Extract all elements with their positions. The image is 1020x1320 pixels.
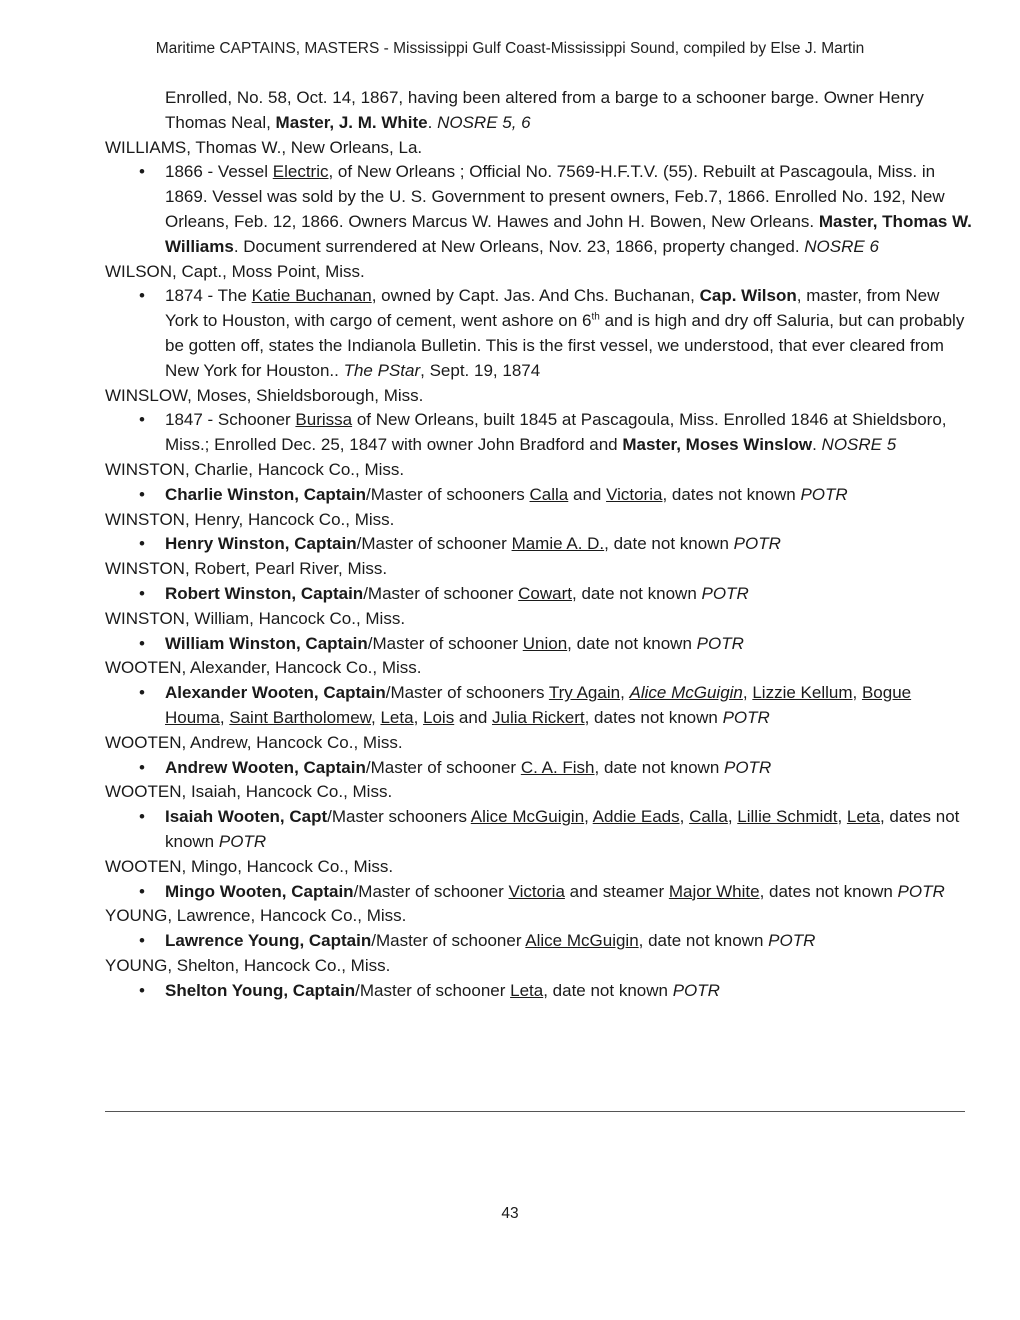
text-run: , [219, 707, 230, 727]
text-run: /Master of schooner [371, 931, 526, 951]
entry-name: WOOTEN, Mingo, Hancock Co., Miss. [105, 856, 394, 876]
page-number: 43 [501, 1205, 519, 1222]
vessel-name: Addie Eads [592, 807, 680, 827]
text-run: and [568, 484, 607, 504]
entry-items [105, 532, 975, 557]
entry-name: WINSTON, William, Hancock Co., Miss. [105, 608, 406, 628]
list-item [105, 483, 975, 508]
vessel-name: C. A. Fish [520, 757, 595, 777]
vessel-name: Major White [668, 881, 760, 901]
master-name: Charlie Winston, Captain [165, 484, 367, 504]
entry-items [105, 681, 975, 731]
text-run: , [742, 683, 753, 703]
text-run: , [727, 807, 738, 827]
master-name: Mingo Wooten, Captain [165, 881, 354, 901]
entry-name: WINSTON, Charlie, Hancock Co., Miss. [105, 459, 405, 479]
entry-items [105, 632, 975, 657]
continuation-paragraph [165, 86, 975, 136]
vessel-name: Mamie A. D. [511, 534, 605, 554]
list-item [105, 632, 975, 657]
vessel-name: Calla [689, 807, 728, 827]
text-run: , [620, 683, 630, 703]
entry-items [105, 756, 975, 781]
list-item [105, 880, 975, 905]
source-citation: The PStar [343, 360, 421, 380]
vessel-name: Leta [380, 707, 414, 727]
vessel-name: Katie Buchanan [251, 286, 372, 306]
vessel-name: Cowart [518, 583, 573, 603]
master-name: Lawrence Young, Captain [165, 931, 372, 951]
footer-rule [105, 1111, 965, 1112]
entry-name: WOOTEN, Isaiah, Hancock Co., Miss. [105, 782, 393, 802]
vessel-name: Union [522, 633, 568, 653]
source-citation: NOSRE 6 [804, 236, 879, 256]
text-run: /Master of schooners [366, 484, 530, 504]
text-run: th [591, 311, 600, 323]
entry-items [105, 880, 975, 905]
text-run: . [812, 435, 822, 455]
master-name: Henry Winston, Captain [165, 534, 357, 554]
text-run: , [413, 707, 424, 727]
text-run: , date not known [543, 980, 673, 1000]
master-name: Master, J. M. White [275, 112, 428, 132]
source-citation: NOSRE 5 [821, 435, 897, 455]
entry-items [105, 979, 975, 1004]
text-run: of New Orleans, built 1845 at Pascagoula, Miss. Enrolled 1846 at Shieldsboro, Miss.; Enrolled Dec. 25, 1847 with owner John Bradford and [165, 410, 947, 455]
entry-name: WOOTEN, Alexander, Hancock Co., Miss. [105, 658, 422, 678]
list-item [105, 681, 975, 731]
master-name: Isaiah Wooten, Capt [165, 807, 328, 827]
text-run: /Master of schooner [367, 633, 523, 653]
text-run: , of New Orleans ; Official No. 7569-H.F.T.V. (55). Rebuilt at Pascagoula, Miss. in 1869. Vessel was sold by the U. S. Government to present owners, Feb.7, 1866. Enrolled No. 192, New Orleans, Feb. 12, 1866. Owners Marcus W. Hawes and John H. Bowen, New Orleans. [165, 162, 945, 231]
list-item [105, 284, 975, 383]
source-citation: POTR [218, 831, 267, 851]
entry-items [105, 929, 975, 954]
text-run: , date not known [638, 931, 769, 951]
master-name: Robert Winston, Captain [165, 583, 364, 603]
entry-items [105, 408, 975, 458]
text-run: , date not known [567, 633, 697, 653]
list-item [105, 929, 975, 954]
vessel-name: Electric [272, 162, 329, 182]
text-run: . Document surrendered at New Orleans, Nov. 23, 1866, property changed. [233, 236, 805, 256]
source-citation: POTR [696, 633, 744, 653]
list-item [105, 979, 975, 1004]
entry-name: WINSTON, Robert, Pearl River, Miss. [105, 559, 388, 579]
vessel-name: Alice McGuigin [470, 807, 585, 827]
vessel-name: Leta [846, 807, 880, 827]
text-run: /Master of schooner [356, 534, 512, 554]
text-run: /Master of schooners [385, 683, 549, 703]
vessel-name: Victoria [508, 881, 565, 901]
text-run: , master, from New York to Houston, with cargo of cement, went ashore on 6 [165, 286, 940, 331]
vessel-name: Bogue Houma [165, 683, 912, 727]
source-citation: POTR [733, 534, 781, 554]
text-run: , Sept. 19, 1874 [420, 360, 541, 380]
text-run: , [371, 707, 381, 727]
vessel-name: Lizzie Kellum [752, 683, 853, 703]
text-run: /Master of schooner [365, 757, 521, 777]
vessel-name: Julia Rickert [492, 707, 585, 727]
entry-items [105, 582, 975, 607]
vessel-name: Lois [423, 707, 455, 727]
master-name: Shelton Young, Captain [165, 980, 356, 1000]
entry-items [105, 284, 975, 383]
master-name: Master, Moses Winslow [622, 435, 813, 455]
text-run: , [679, 807, 690, 827]
text-run: /Master of schooner [353, 881, 509, 901]
entry-name: WINSLOW, Moses, Shieldsborough, Miss. [105, 385, 424, 405]
document-body [105, 86, 975, 1003]
vessel-name: Calla [529, 484, 569, 504]
source-citation: POTR [724, 757, 772, 777]
captain-entries [105, 136, 975, 1004]
entry-name: YOUNG, Shelton, Hancock Co., Miss. [105, 955, 391, 975]
source-citation: NOSRE 5, 6 [437, 112, 531, 132]
text-run: , date not known [572, 583, 702, 603]
entry-name: WILLIAMS, Thomas W., New Orleans, La. [105, 137, 423, 157]
text-run: and [454, 707, 493, 727]
text-run: /Master of schooner [363, 583, 519, 603]
text-run: , dates not known [584, 707, 723, 727]
text-run: 1874 - The [165, 286, 252, 306]
entry-name: WOOTEN, Andrew, Hancock Co., Miss. [105, 732, 403, 752]
entry-items [105, 160, 975, 259]
entry-items [105, 483, 975, 508]
text-run: /Master of schooner [355, 980, 511, 1000]
vessel-name: Saint Bartholomew [229, 707, 372, 727]
list-item [105, 160, 975, 259]
list-item [105, 805, 975, 855]
vessel-name: Try Again [548, 683, 621, 703]
text-run: , dates not known [165, 807, 960, 851]
entry-name: YOUNG, Lawrence, Hancock Co., Miss. [105, 906, 407, 926]
text-run: Enrolled, No. 58, Oct. 14, 1867, having been altered from a barge to a schooner barge. Owner Henry Thomas Neal, [165, 88, 924, 132]
text-run: , owned by Capt. Jas. And Chs. Buchanan, [371, 286, 700, 306]
text-run: , date not known [604, 534, 734, 554]
vessel-name: Burissa [295, 410, 353, 430]
text-run: , [852, 683, 862, 703]
text-run: , dates not known [759, 881, 898, 901]
master-name: Andrew Wooten, Captain [165, 757, 366, 777]
entry-name: WILSON, Capt., Moss Point, Miss. [105, 261, 365, 281]
master-name: Master, Thomas W. Williams [165, 211, 972, 256]
text-run: 1847 - Schooner [165, 410, 296, 430]
vessel-name: Lillie Schmidt [737, 807, 838, 827]
master-name: Alexander Wooten, Captain [165, 683, 386, 703]
page-header: Maritime CAPTAINS, MASTERS - Mississippi Gulf Coast-Mississippi Sound, compiled by Else J. Martin [155, 40, 865, 57]
entry-items [105, 805, 975, 855]
source-citation: POTR [722, 707, 770, 727]
list-item [105, 532, 975, 557]
entry-name: WINSTON, Henry, Hancock Co., Miss. [105, 509, 395, 529]
source-citation: POTR [701, 583, 749, 603]
vessel-name: Alice McGuigin [525, 931, 639, 951]
vessel-name: Alice McGuigin [629, 683, 743, 703]
source-citation: POTR [672, 980, 720, 1000]
text-run: and steamer [564, 881, 669, 901]
vessel-name: Leta [510, 980, 544, 1000]
list-item [105, 408, 975, 458]
text-run: . [427, 112, 438, 132]
text-run: , [837, 807, 847, 827]
text-run: , dates not known [662, 484, 801, 504]
text-run: , date not known [594, 757, 724, 777]
master-name: William Winston, Captain [165, 633, 368, 653]
source-citation: POTR [897, 881, 945, 901]
text-run: /Master schooners [327, 807, 471, 827]
text-run: 1866 - Vessel [165, 162, 273, 182]
master-name: Cap. Wilson [699, 286, 797, 306]
list-item [105, 756, 975, 781]
text-run: , [584, 807, 593, 827]
source-citation: POTR [800, 484, 848, 504]
source-citation: POTR [768, 931, 816, 951]
text-run: and is high and dry off Saluria, but can probably be gotten off, states the Indianola Bulletin. This is the first vessel, we understood, that ever cleared from New York for Houston.. [165, 311, 965, 380]
vessel-name: Victoria [606, 484, 663, 504]
list-item [105, 582, 975, 607]
